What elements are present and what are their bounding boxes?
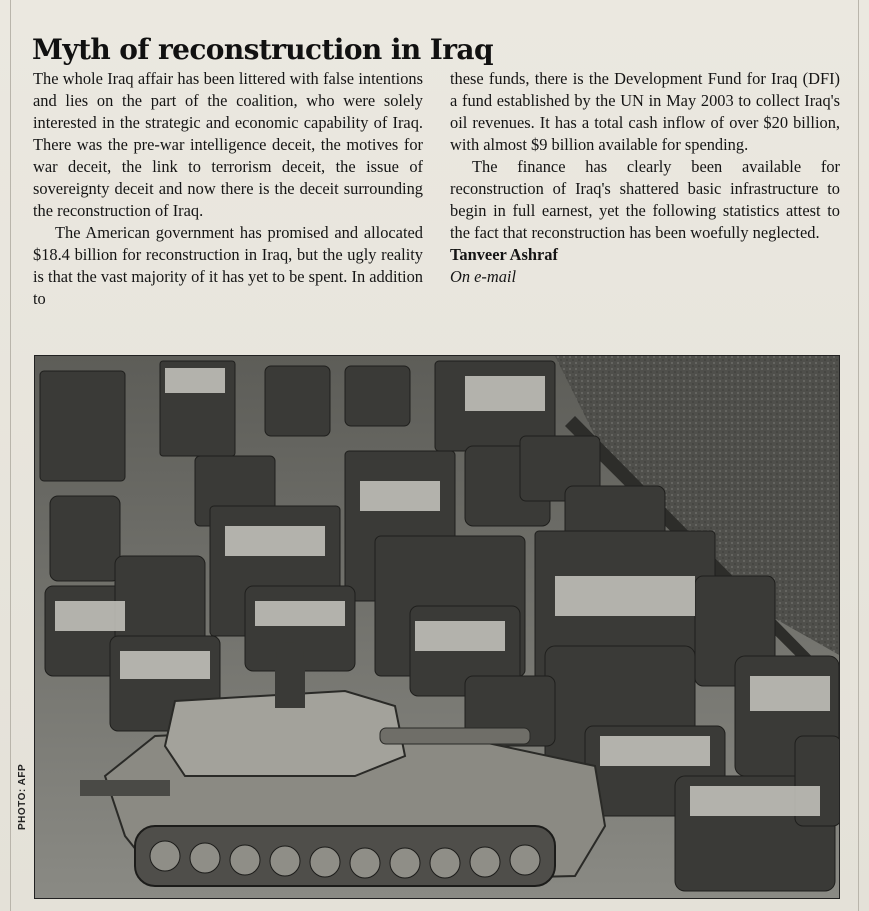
paragraph: these funds, there is the Development Fund for Iraq (DFI) a fund established by the UN in May 2003 to collect Iraq's oil revenues. It has a total cash inflow of over $20 billion, with almost $9 billion available for spending. xyxy=(450,69,840,154)
news-photo xyxy=(34,355,840,899)
article-column-left xyxy=(33,68,423,310)
paragraph: The whole Iraq affair has been littered with false intentions and lies on the part of the coalition, who were solely interested in the strategic and economic capability of Iraq. There was the pre-war intelligence deceit, the motives for war deceit, the link to terrorism deceit, the issue of sovereignty deceit and now there is the deceit surrounding the reconstruction of Iraq. xyxy=(33,69,423,220)
article-column-right xyxy=(450,68,840,288)
photo-illustration xyxy=(35,356,840,899)
paragraph: The finance has clearly been available for reconstruction of Iraq's shattered basic infrastructure to begin in full earnest, yet the following statistics attest to the fact that reconstruction has been woefully neglected. xyxy=(450,157,840,242)
column-rule xyxy=(10,0,11,911)
column-rule xyxy=(858,0,859,911)
author-name: Tanveer Ashraf xyxy=(450,245,558,264)
headline: Myth of reconstruction in Iraq xyxy=(32,32,493,66)
photo-credit: PHOTO: AFP xyxy=(17,763,28,830)
author-location: On e-mail xyxy=(450,267,517,286)
paragraph: The American government has promised and allocated $18.4 billion for reconstruction in Iraq, but the ugly reality is that the vast majority of it has yet to be spent. In addition to xyxy=(33,223,423,308)
